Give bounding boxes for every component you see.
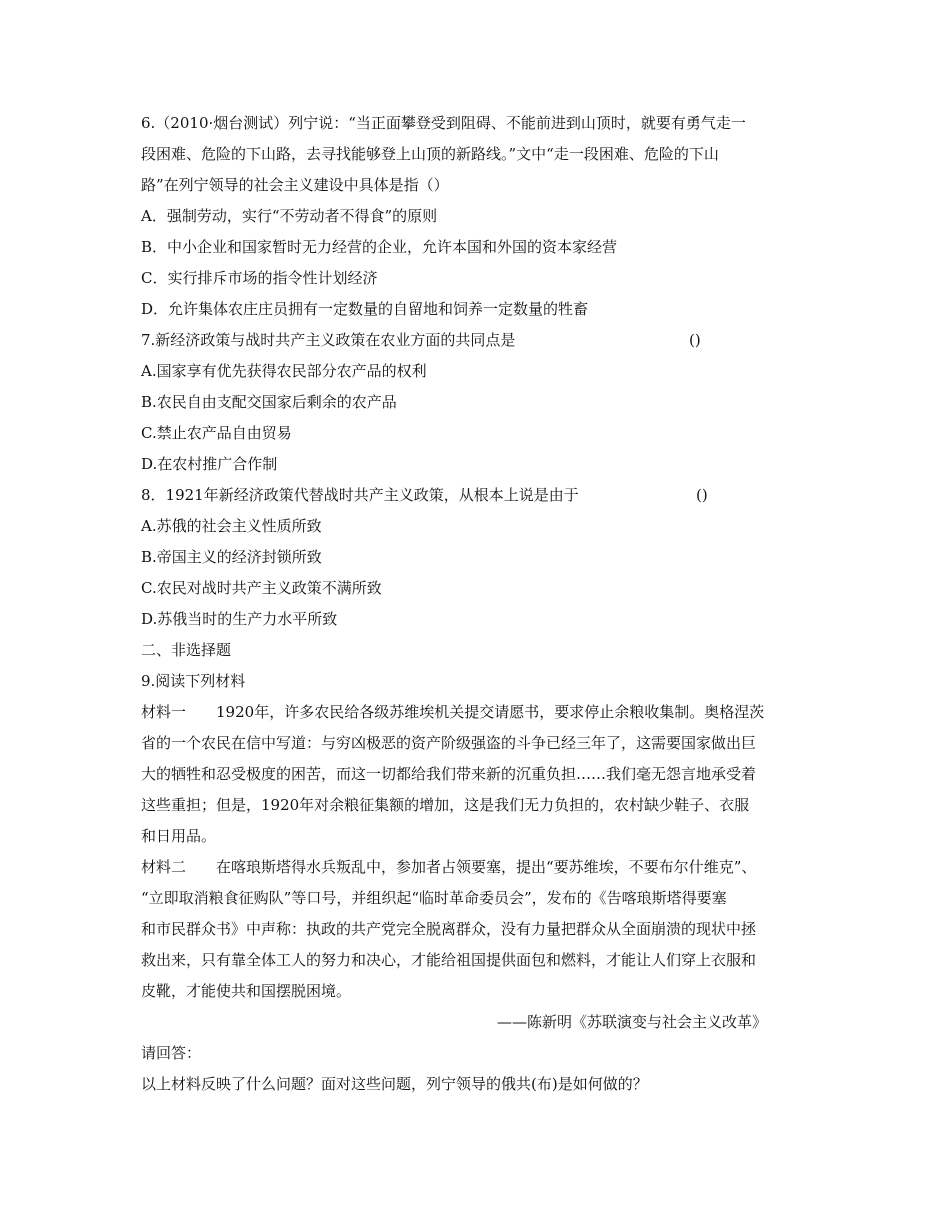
q7-option-d: D.在农村推广合作制 xyxy=(141,455,278,473)
material-2-label: 材料二 xyxy=(141,858,187,876)
q7-option-a: A.国家享有优先获得农民部分农产品的权利 xyxy=(141,362,427,380)
material-2-line-5: 皮靴，才能使共和国摆脱困境。 xyxy=(141,982,352,1000)
material-2-line-2: “立即取消粮食征购队”等口号，并组织起“临时革命委员会”，发布的《告喀琅斯塔得要塞 xyxy=(141,889,727,907)
q9-question: 以上材料反映了什么问题？面对这些问题，列宁领导的俄共(布)是如何做的？ xyxy=(141,1075,648,1093)
q7-stem: 7.新经济政策与战时共产主义政策在农业方面的共同点是 xyxy=(141,331,516,349)
q6-option-c: C．实行排斥市场的指令性计划经济 xyxy=(141,269,378,287)
q6-stem-line-1: 6.（2010·烟台测试）列宁说：“当正面攀登受到阻碍、不能前进到山顶时，就要有勇气走一 xyxy=(141,114,746,132)
q6-stem-line-2: 段困难、危险的下山路，去寻找能够登上山顶的新路线。”文中“走一段困难、危险的下山 xyxy=(141,145,719,163)
material-1-line-5: 和日用品。 xyxy=(141,827,217,845)
material-1-line-4: 这些重担；但是，1920年对余粮征集额的增加，这是我们无力负担的，农村缺少鞋子、衣服 xyxy=(141,796,750,814)
q7-option-c: C.禁止农产品自由贸易 xyxy=(141,424,292,442)
material-2-line-4: 救出来，只有靠全体工人的努力和决心，才能给祖国提供面包和燃料，才能让人们穿上衣服和 xyxy=(141,951,757,969)
q8-option-b: B.帝国主义的经济封锁所致 xyxy=(141,548,322,566)
q8-answer-bracket: () xyxy=(696,486,708,504)
material-1-line-2: 省的一个农民在信中写道：与穷凶极恶的资产阶级强盗的斗争已经三年了，这需要国家做出巨 xyxy=(141,734,757,752)
q6-option-d: D．允许集体农庄庄员拥有一定数量的自留地和饲养一定数量的牲畜 xyxy=(141,300,589,318)
q7-answer-bracket: () xyxy=(689,331,701,349)
q7-option-b: B.农民自由支配交国家后剩余的农产品 xyxy=(141,393,397,411)
material-1-line-3: 大的牺牲和忍受极度的困苦，而这一切都给我们带来新的沉重负担……我们毫无怨言地承受着 xyxy=(141,765,757,783)
q8-option-c: C.农民对战时共产主义政策不满所致 xyxy=(141,579,382,597)
q8-option-d: D.苏俄当时的生产力水平所致 xyxy=(141,610,338,628)
section-heading: 二、非选择题 xyxy=(141,641,232,659)
material-2-line-3: 和市民群众书》中声称：执政的共产党完全脱离群众，没有力量把群众从全面崩溃的现状中拯 xyxy=(141,920,757,938)
material-1-text: 1920年，许多农民给各级苏维埃机关提交请愿书，要求停止余粮收集制。奥格涅茨 xyxy=(216,703,765,721)
material-1-line-1 xyxy=(141,702,764,722)
q9-prompt: 请回答： xyxy=(141,1044,202,1062)
q6-option-a: A．强制劳动，实行“不劳动者不得食”的原则 xyxy=(141,207,438,225)
q9-stem: 9.阅读下列材料 xyxy=(141,672,246,690)
q8-stem: 8．1921年新经济政策代替战时共产主义政策，从根本上说是由于 xyxy=(141,486,579,504)
material-source: ——陈新明《苏联演变与社会主义改革》 xyxy=(497,1013,768,1031)
q8-option-a: A.苏俄的社会主义性质所致 xyxy=(141,517,322,535)
q6-stem-line-3: 路”在列宁领导的社会主义建设中具体是指（） xyxy=(141,176,449,194)
material-1-label: 材料一 xyxy=(141,703,187,721)
material-2-text: 在喀琅斯塔得水兵叛乱中，参加者占领要塞，提出“要苏维埃，不要布尔什维克”、 xyxy=(216,858,757,876)
q6-option-b: B．中小企业和国家暂时无力经营的企业，允许本国和外国的资本家经营 xyxy=(141,238,618,256)
material-2-line-1 xyxy=(141,857,756,877)
